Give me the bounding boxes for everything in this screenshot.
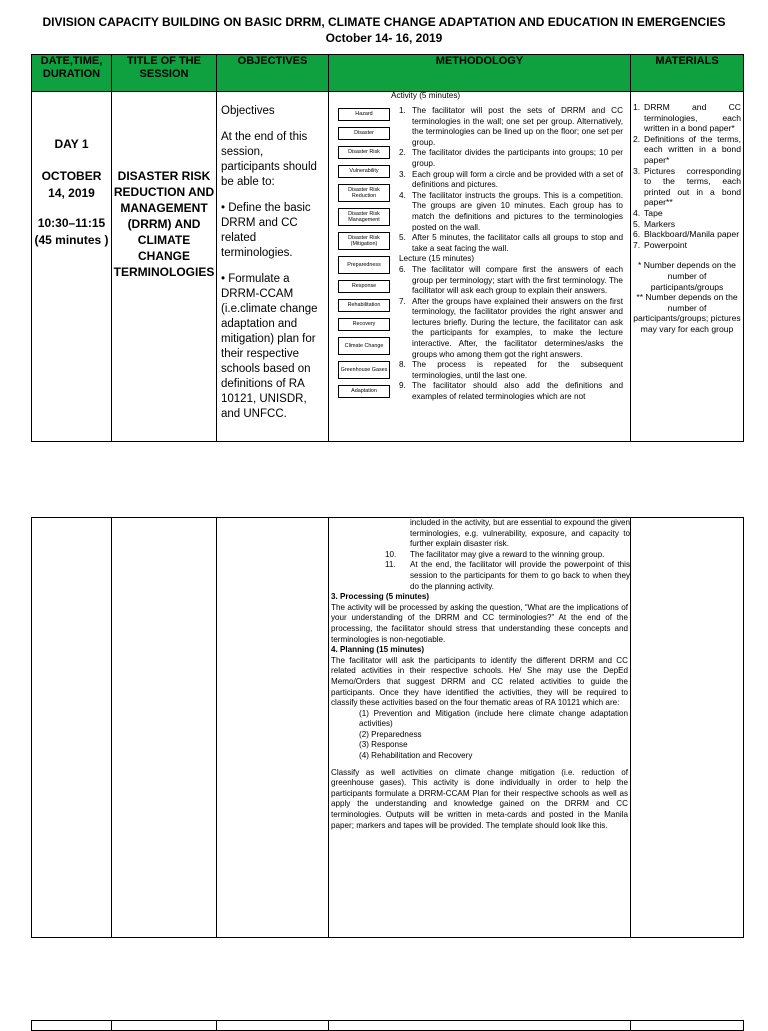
methodology-continued-cell [329, 518, 631, 938]
next-row-cell [217, 1021, 329, 1031]
next-row-cell [32, 1021, 112, 1031]
next-row-cell [112, 1021, 217, 1031]
objectives-cell [217, 92, 329, 442]
term-cards [338, 108, 390, 404]
planning-heading: 4. Planning (15 minutes) [331, 645, 425, 655]
empty-title-cell [112, 518, 217, 938]
session-title: DISASTER RISK REDUCTION AND MANAGEMENT (DRRM) AND CLIMATE CHANGE TERMINOLOGIES [112, 92, 217, 442]
document-dates: October 14- 16, 2019 [325, 31, 443, 45]
materials-note: * Number depends on the number of participants/groups [638, 260, 736, 292]
session-row [32, 92, 744, 442]
thematic-area: (1) Prevention and Mitigation (include here climate change adaptation activities) [359, 708, 628, 729]
term-card: Recovery [338, 318, 390, 331]
thematic-area: (3) Response [359, 740, 408, 750]
step-item: 4. The facilitator instructs the groups. This is a competition. The groups are given 10 minutes. Each group has to match the definitions and pictures to the terminologies posted on the wall. [399, 190, 623, 232]
date-cell [32, 92, 112, 442]
next-page-table [31, 1020, 744, 1031]
continuation-table [31, 517, 744, 938]
term-card: Climate Change [338, 337, 390, 355]
term-card: Greenhouse Gases [338, 361, 390, 379]
step-item: 9. The facilitator should also add the definitions and examples of related terminologies which are not [399, 381, 623, 402]
thematic-area: (4) Rehabilitation and Recovery [359, 751, 473, 761]
material-item: 1. DRRM and CC terminologies, each written in a bond paper* [633, 102, 741, 134]
header-date: DATE,TIME, DURATION [32, 55, 112, 92]
next-row-cell [631, 1021, 744, 1031]
header-row [32, 55, 744, 92]
lecture-heading: Lecture (15 minutes) [399, 254, 475, 264]
step-item: 7. After the groups have explained their answers on the first terminology, the facilitator provides the right answer and lectures briefly. During the lecture, the facilitator can ask the participants for examples, to make the lecture interactive. After, the facilitator determines/asks the groups who among them got the right answers. [399, 296, 623, 359]
objective-item: • Define the basic DRRM and CC related terminologies. [221, 202, 311, 259]
header-title: TITLE OF THE SESSION [112, 55, 217, 92]
step-item: 10. The facilitator may give a reward to the winning group. [385, 549, 605, 559]
step-item: 8. The process is repeated for the subsequent terminologies, until the last one. [399, 360, 623, 380]
processing-heading: 3. Processing (5 minutes) [331, 592, 430, 602]
term-card: Disaster [338, 127, 390, 140]
material-item: 5. Markers [633, 218, 676, 229]
term-card: Adaptation [338, 385, 390, 398]
term-card: Disaster Risk Management [338, 208, 390, 226]
time-label: 10:30–11:15 [37, 216, 106, 230]
step-item: 2. The facilitator divides the participants into groups; 10 per group. [399, 148, 623, 168]
continued-step-text: included in the activity, but are essential to expound the given terminologies, e.g. vulnerability, exposure, and capacity to further explain disaster risk. [410, 518, 630, 549]
material-item: 2. Definitions of the terms, each written in a bond paper* [633, 133, 741, 165]
materials-cell [631, 92, 744, 442]
date-label: OCTOBER 14, 2019 [41, 169, 102, 200]
session-table [31, 54, 744, 442]
empty-date-cell [32, 518, 112, 938]
step-item: 3. Each group will form a circle and be provided with a set of definitions and pictures. [399, 169, 623, 190]
header-methodology: METHODOLOGY [329, 55, 631, 92]
methodology-cell [329, 92, 631, 442]
step-item: 11. At the end, the facilitator will provide the powerpoint of this session to the participants for them to go back to when they do the planning activity. [385, 560, 630, 591]
step-item: 5. After 5 minutes, the facilitator calls all groups to stop and take a seat facing the wall. [399, 233, 623, 253]
material-item: 4. Tape [633, 207, 663, 218]
material-item: 6. Blackboard/Manila paper [633, 229, 740, 240]
duration-label: (45 minutes ) [34, 233, 109, 247]
step-item: 6. The facilitator will compare first the answers of each group per terminology; start with the first terminology. The facilitator will ask each group to explain their answers. [399, 264, 623, 296]
step-item: 1. The facilitator will post the sets of DRRM and CC terminologies in the wall; one set per group. Alternatively, the terminologies can be lined up on the floor; one set per group. [399, 106, 623, 147]
term-card: Vulnerability [338, 165, 390, 178]
objectives-intro: At the end of this session, participants should be able to: [221, 131, 317, 188]
materials-note: ** Number depends on the number of participants/groups; pictures may vary for each group [633, 292, 741, 334]
classify-text: Classify as well activities on climate change mitigation (i.e. reduction of greenhouse gases). This activity is done individually in order to help the participants formulate a DRRM-CCAM Plan for their respective schools as well as apply the understanding and knowledge gained on the DRRM and CC terminologies. Outputs will be written in meta-cards and posted in the Manila paper; markers and tapes will be provided. The template should look like this. [331, 767, 628, 830]
empty-objectives-cell [217, 518, 329, 938]
day-label: DAY 1 [54, 137, 89, 151]
material-item: 7. Powerpoint [633, 239, 687, 250]
empty-materials-cell [631, 518, 744, 938]
term-card: Disaster Risk (Mitigation) [338, 232, 390, 250]
term-card: Disaster Risk Reduction [338, 184, 390, 202]
processing-text: The activity will be processed by asking the question, “What are the implications of your understanding of the DRRM and CC terminologies?” At the end of the processing, the facilitator should stress that understanding these concepts and terminologies is non-negotiable. [331, 602, 628, 644]
continuation-row [32, 518, 744, 938]
term-card: Disaster Risk [338, 146, 390, 159]
activity-heading: Activity (5 minutes) [391, 91, 461, 100]
next-row-cell [329, 1021, 631, 1031]
document-title: DIVISION CAPACITY BUILDING ON BASIC DRRM, CLIMATE CHANGE ADAPTATION AND EDUCATION IN EMERGENCIES [42, 15, 726, 29]
objective-item: • Formulate a DRRM-CCAM (i.e.climate change adaptation and mitigation) plan for their respective schools based on definitions of RA 10121, UNISDR, and UNFCC. [221, 273, 318, 420]
header-objectives: OBJECTIVES [217, 55, 329, 92]
planning-text: The facilitator will ask the participants to identify the different DRRM and CC related activities in their respective schools. He/ She may use the DepEd Memo/Orders that suggest DRRM and CC related activities to guide the participants. Once they have identified the activities, they will be required to classify these activities based on the four thematic areas of RA 10121 which are: [331, 655, 628, 708]
term-card: Hazard [338, 108, 390, 121]
term-card: Rehabilitation [338, 299, 390, 312]
material-item: 3. Pictures corresponding to the terms, each printed out in a bond paper** [633, 165, 741, 208]
methodology-steps [399, 106, 623, 403]
term-card: Preparedness [338, 256, 390, 274]
objectives-heading: Objectives [221, 105, 275, 117]
thematic-area: (2) Preparedness [359, 729, 422, 739]
term-card: Response [338, 280, 390, 293]
header-materials: MATERIALS [631, 55, 744, 92]
